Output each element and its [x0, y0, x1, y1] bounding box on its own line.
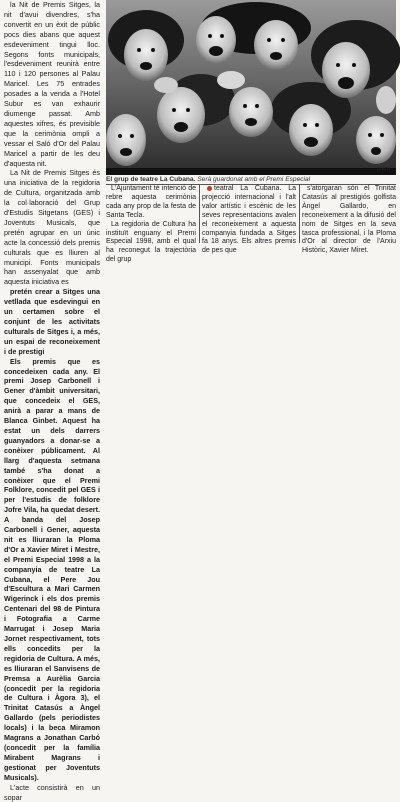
- column-divider-2: [299, 185, 300, 243]
- col-c-text: teatral La Cubana. La projecció internacional i l'alt valor artístic i escènic de les seves representacions avalen el reconeixement a aquesta companyia fundada a Sitges fa 18 anys. Els altres premis de pes que: [202, 185, 296, 255]
- col-c-paragraph-1: [202, 185, 296, 256]
- article-column-b: [106, 185, 196, 264]
- photo-la-cubana: [106, 0, 396, 175]
- article-column-c: [202, 185, 296, 255]
- photo-caption: [106, 176, 398, 184]
- left-paragraph-2: La Nit de Premis Sitges és una iniciativa de la regidoria de Cultura, organitzada amb la col·laboració del Grup d'Estudis Sitgetans (GES) i Joventuts Musicals, que pretén agrupar en un únic acte la concessió dels premis culturals que es lliuren al municipi. Fonts municipals han assenyalat que amb aquesta iniciativa es: [4, 168, 100, 287]
- bullet-mark: [207, 186, 212, 191]
- col-b-paragraph-2: La regidoria de Cultura ha instituït enguany el Premi Especial 1998, amb el qual ha reconegut la trajectòria del grup: [106, 220, 196, 264]
- caption-text: Serà guardonat amb el Premi Especial: [197, 176, 311, 183]
- left-paragraph-3: Els premis que es concedeixen cada any. El premi Josep Carbonell i Gener d'àmbit universitari, que concedeix el GES, anirà a parar a mans de Blanca Ginbet. Aquest ha estat un dels darrers guanyadors a donar-se a conèixer públicament. Al llarg d'aquesta setmana també s'ha donat a conèixer que el Premi Folklore, concedit pel GES i per l'estudis de folklore Jofre Vila, ha quedat desert. A banda del Josep Carbonell i Gener, aquesta nit es lliuraran la Ploma d'Or a Xavier Miret i Mestre, el Premi Especial 1998 a la companyia de teatre La Cubana, el Pere Jou d'Escultura a Mari Carmen Wigerinck i els dos premis Centenari del 98 de Pintura i Fotografia a Carme Marrugat i Josep Maria Jornet respectivament, tots ells concedits per la regidoria de Cultura. A més, es lliuraran el Sanvisens de Premsa a Aurèlia Garcia (concedit per la regidoria de Cultura i Àgora 3), el Trinitat Catasús a Àngel Gallardo (pels periodistes locals) i la beca Miramon Magrans a Jonathan Carbó (concedit per la família Mirabent Magrans i gestionat per Joventuts Musicals).: [4, 356, 100, 782]
- left-paragraph-1: la Nit de Premis Sitges, la nit d'avui divendres, s'ha convertit en un èxit de públic pocs dies abans que aquest esdeveniment tingui lloc. Segons fonts municipals, l'esdeveniment reunirà entre 110 i 120 persones al Palau Maricel. Les 75 entrades posades a la venda a l'Hotel Subur es van exhaurir diumenge passat. Amb aquestes xifres, és previsible que la cerimònia ompli a vessar el Saló d'Or del Palau Maricel a partir de les deu d'aquesta nit.: [4, 0, 100, 168]
- col-d-paragraph-1: s'atorgaran són el Trinitat Catasús al prestigiós golfista Àngel Gallardo, en reconeixement a la difusió del nom de Sitges en la seva tasca professional, i la Ploma d'Or al director de l'Arxiu Històric, Xavier Miret.: [302, 185, 396, 255]
- photo-credit: DIARI: [376, 167, 390, 173]
- caption-bold: El grup de teatre La Cubana.: [106, 176, 196, 183]
- article-left-column: [4, 0, 100, 802]
- left-paragraph-bold: pretén crear a Sitges una vetllada que esdevingui en un certamen sobre el conjunt de les activitats culturals de Sitges i, a més, un espai de reconeixement i de prestigi: [4, 287, 100, 356]
- col-b-paragraph-1: L'Ajuntament té intenció de rebre aquesta cerimònia cada any prop de la festa de Santa Tecla.: [106, 185, 196, 219]
- left-paragraph-4: L'acte consistirà en un sopar: [4, 782, 100, 802]
- column-divider-1: [199, 185, 200, 243]
- group-photo-illustration: [106, 0, 396, 175]
- article-column-d: [302, 185, 396, 255]
